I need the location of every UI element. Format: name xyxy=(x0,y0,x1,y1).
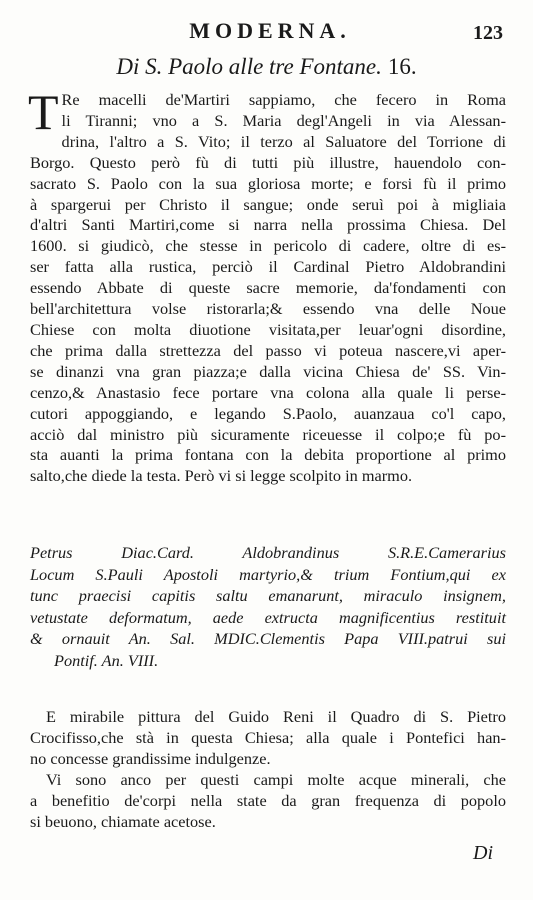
inscription-line: Petrus Diac.Card. Aldobrandinus S.R.E.Camerarius xyxy=(30,543,506,562)
text-line: bell'architettura volse ristorarla;& essendo vna delle Noue xyxy=(30,299,506,319)
text-line: Chiese con molta diuotione visitata,per leuar'ogni disordine, xyxy=(30,319,506,339)
text-line: Vi sono anco per questi campi molte acque minerali, che xyxy=(46,770,506,789)
text-line: E mirabile pittura del Guido Reni il Quadro di S. Pietro xyxy=(46,707,506,726)
text-line: ser fatta alla rustica, perciò il Cardinal Pietro Aldobrandini xyxy=(30,257,506,277)
chapter-title-text: Di S. Paolo alle tre Fontane. xyxy=(116,54,382,79)
text-line: drina, l'altro a S. Vito; il terzo al Saluatore del Torrione di xyxy=(61,131,506,151)
text-line: Crocifisso,che stà in questa Chiesa; alla quale i Pontefici han- xyxy=(30,728,506,747)
text-line: Borgo. Questo però fù di tutti più illustre, hauendolo con- xyxy=(30,152,506,172)
inscription-line: & ornauit An. Sal. MDIC.Clementis Papa VIII.patrui sui xyxy=(30,629,506,648)
text-line: Re macelli de'Martiri sappiamo, che fecero in Roma xyxy=(61,90,506,109)
chapter-number: 16. xyxy=(387,54,417,79)
chapter-title xyxy=(0,54,533,80)
text-line: che prima dalla strettezza del passo vi poteua nascere,vi aper- xyxy=(30,340,506,360)
text-line: sta auanti la prima fontana con la debita proportione al primo xyxy=(30,445,506,465)
inscription-line: Locum S.Pauli Apostoli martyrio,& trium Fontium,qui ex xyxy=(30,564,506,584)
text-line: cenzo,& Anastasio fece portare vna colona alla quale li perse- xyxy=(30,382,506,402)
paragraph-main xyxy=(28,84,506,487)
page-number: 123 xyxy=(473,22,503,44)
text-line: salto,che diede la testa. Però vi si legge scolpito in marmo. xyxy=(30,466,413,486)
running-head-title: MODERNA. xyxy=(189,18,351,43)
closing-paragraphs xyxy=(30,706,506,832)
text-line: acciò dal ministro più sicuramente riceuesse il colpo;e fù po- xyxy=(30,424,506,444)
text-line: cutori appoggiando, e legando S.Paolo, auanzaua co'l capo, xyxy=(30,403,506,423)
running-head xyxy=(0,18,533,46)
text-line: sacrato S. Paolo con la sua gloriosa morte; e forsi fù il primo xyxy=(30,173,506,193)
inscription-line: Pontif. An. VIII. xyxy=(54,650,159,670)
marble-inscription xyxy=(30,542,506,671)
text-line: essendo Abbate di queste sacre memorie, da'fondamenti con xyxy=(30,278,506,298)
drop-cap: T xyxy=(28,84,59,140)
text-line: li Tiranni; vno a S. Maria degl'Angeli in via Alessan- xyxy=(61,110,506,130)
text-line: no concesse grandissime indulgenze. xyxy=(30,749,271,768)
inscription-line: vetustate deformatum, aede extructa magnificentius restituit xyxy=(30,607,506,627)
text-line: a benefitio de'corpi nella state da gran frequenza di popolo xyxy=(30,791,506,810)
text-line: si beuono, chiamate acetose. xyxy=(30,812,216,831)
inscription-line: tunc praecisi capitis saltu emanarunt, miraculo insignem, xyxy=(30,586,506,605)
text-line: d'altri Santi Martiri,come si narra nella prossima Chiesa. Del xyxy=(30,215,506,235)
text-line: se dinanzi vna gran piazza;e dalla vicina Chiesa de' SS. Vin- xyxy=(30,361,506,381)
text-line: à spargerui per Christo il sangue; onde seruì poi à migliaia xyxy=(30,194,506,214)
catchword: Di xyxy=(473,842,493,864)
text-line: 1600. si giudicò, che stesse in pericolo di cadere, oltre di es- xyxy=(30,236,506,256)
